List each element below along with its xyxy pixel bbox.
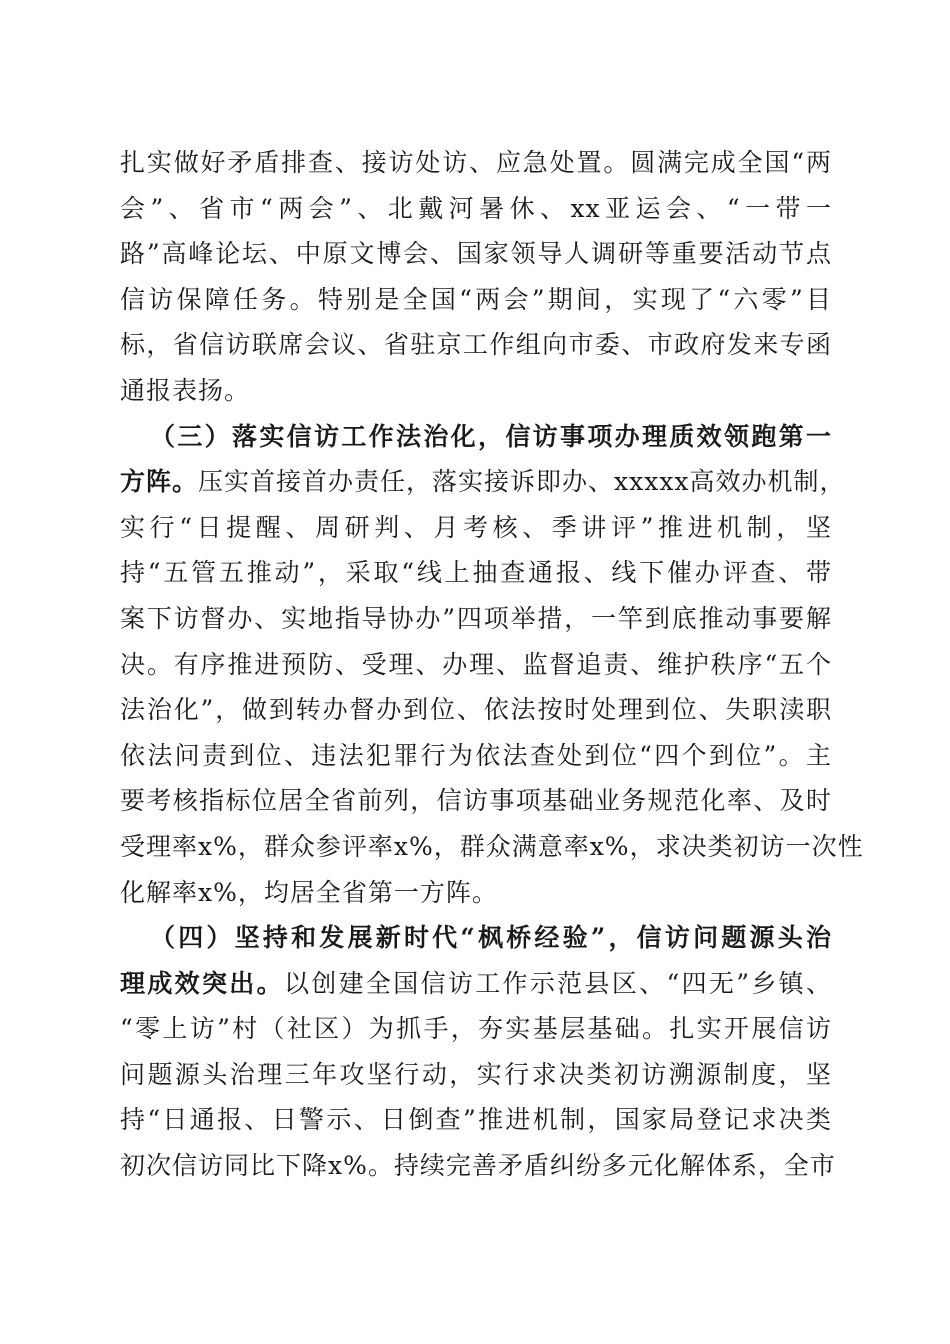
paragraph-text: 压实首接首办责任，落实接诉即办、xxxxx高效办机制， bbox=[198, 467, 846, 497]
paragraph-line: 持“日通报、日警示、日倒查”推进机制，国家局登记求决类 bbox=[120, 1105, 832, 1135]
document-body bbox=[120, 140, 864, 1189]
paragraph-line: 依法问责到位、违法犯罪行为依法查处到位“四个到位”。主 bbox=[120, 740, 832, 770]
paragraph-line: 法治化”，做到转办督办到位、依法按时处理到位、失职渎职 bbox=[120, 695, 832, 725]
paragraph-line bbox=[120, 961, 832, 1007]
section-heading-3: （三）落实信访工作法治化，信访事项办理质效领跑第一 bbox=[150, 421, 832, 451]
paragraph-line: 信访保障任务。特别是全国“两会”期间，实现了“六零”目 bbox=[120, 284, 832, 314]
paragraph-line: 实行“日提醒、周研判、月考核、季讲评”推进机制，坚 bbox=[120, 512, 832, 542]
paragraph-line: 化解率x%，均居全省第一方阵。 bbox=[120, 877, 498, 907]
paragraph-text: 以创建全国信访工作示范县区、“四无”乡镇、 bbox=[283, 968, 832, 998]
paragraph-line: 会”、省市“两会”、北戴河暑休、xx亚运会、“一带一 bbox=[120, 193, 832, 223]
paragraph-line: 路”高峰论坛、中原文博会、国家领导人调研等重要活动节点 bbox=[120, 239, 832, 269]
section-heading-4: （四）坚持和发展新时代“枫桥经验”，信访问题源头治 bbox=[150, 923, 832, 953]
paragraph-line: 问题源头治理三年攻坚行动，实行求决类初访溯源制度，坚 bbox=[120, 1059, 832, 1089]
paragraph-line bbox=[120, 459, 846, 505]
section-heading-3-end: 方阵。 bbox=[120, 467, 199, 497]
paragraph-line: 决。有序推进预防、受理、办理、监督追责、维护秩序“五个 bbox=[120, 649, 832, 679]
paragraph-line: 持“五管五推动”，采取“线上抽查通报、线下催办评查、带 bbox=[120, 558, 832, 588]
paragraph-line: 受理率x%，群众参评率x%，群众满意率x%，求决类初访一次性 bbox=[120, 831, 864, 861]
paragraph-line: 标，省信访联席会议、省驻京工作组向市委、市政府发来专函 bbox=[120, 330, 832, 360]
paragraph-line: 要考核指标位居全省前列，信访事项基础业务规范化率、及时 bbox=[120, 786, 832, 816]
paragraph-line: 初次信访同比下降x%。持续完善矛盾纠纷多元化解体系，全市 bbox=[120, 1151, 836, 1181]
paragraph-line: 扎实做好矛盾排查、接访处访、应急处置。圆满完成全国“两 bbox=[120, 148, 832, 177]
paragraph-line: 案下访督办、实地指导协办”四项举措，一竿到底推动事要解 bbox=[120, 603, 832, 633]
paragraph-line: 通报表扬。 bbox=[120, 375, 251, 405]
section-heading-4-end: 理成效突出。 bbox=[120, 968, 284, 998]
paragraph-line: “零上访”村（社区）为抓手，夯实基层基础。扎实开展信访 bbox=[120, 1014, 832, 1044]
